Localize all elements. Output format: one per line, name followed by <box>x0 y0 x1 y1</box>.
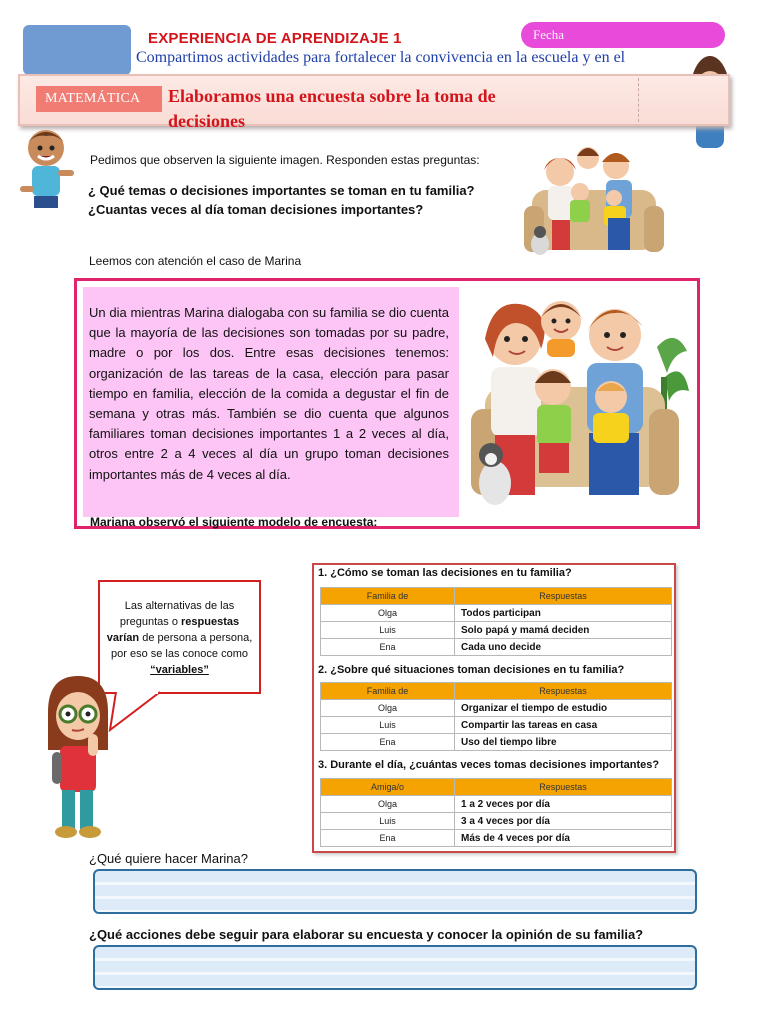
instruction-text: Pedimos que observen la siguiente imagen. Responden estas preguntas: <box>90 153 480 167</box>
survey-table-1 <box>320 587 672 656</box>
header-logo-block <box>23 25 131 75</box>
table-header: Familia de <box>321 588 455 605</box>
experience-subtitle: Compartimos actividades para fortalecer la convivencia en la escuela y en el <box>136 49 626 66</box>
table-header: Respuestas <box>455 683 672 700</box>
family-illustration-large <box>461 287 690 513</box>
survey-table-3 <box>320 778 672 847</box>
experience-title: EXPERIENCIA DE APRENDIZAJE 1 <box>148 30 402 47</box>
table-row: Olga Todos participan <box>321 605 672 622</box>
table-header: Respuestas <box>455 588 672 605</box>
survey-question-3: 3. Durante el día, ¿cuántas veces tomas decisiones importantes? <box>318 759 660 771</box>
table-row: Luis Compartir las tareas en casa <box>321 717 672 734</box>
speech-bubble-tail <box>108 690 168 732</box>
area-tag: MATEMÁTICA <box>36 86 162 112</box>
session-title: Elaboramos una encuesta sobre la toma de decisiones <box>168 86 496 131</box>
question-family-decisions: ¿ Qué temas o decisiones importantes se toman en tu familia? <box>88 183 475 198</box>
table-row: Olga Organizar el tiempo de estudio <box>321 700 672 717</box>
table-row: Ena Uso del tiempo libre <box>321 734 672 751</box>
answer-field-1[interactable] <box>93 869 697 914</box>
table-header: Respuestas <box>455 779 672 796</box>
question-what-marina-wants: ¿Qué quiere hacer Marina? <box>89 851 248 866</box>
table-row: Ena Más de 4 veces por día <box>321 830 672 847</box>
thinking-girl-icon <box>42 672 114 840</box>
table-row: Luis Solo papá y mamá deciden <box>321 622 672 639</box>
survey-table-2 <box>320 682 672 751</box>
read-prompt: Leemos con atención el caso de Marina <box>89 254 302 268</box>
table-header: Familia de <box>321 683 455 700</box>
date-field[interactable]: Fecha <box>521 22 725 48</box>
survey-question-1: 1. ¿Cómo se toman las decisiones en tu familia? <box>318 567 572 579</box>
table-row: Ena Cada uno decide <box>321 639 672 656</box>
case-text: Un dia mientras Marina dialogaba con su familia se dio cuenta que la mayoría de las decisiones son tomadas por su padre, madre o por los dos. Entre esas decisiones tenemos: organización de las tareas de la casa, elección para pasar tiempo en familia, elección de la comida a degustar el fin de semana y otras más. También se dio cuenta que algunos familiares toman decisiones importantes 1 a 2 veces al día, otros entre 2 a 4 veces al día un grupo toman decisiones importantes más de 4 veces al día. <box>89 305 449 482</box>
speech-bubble-text: Las alternativas de las preguntas o respuestas varían de persona a persona, por eso se las conoce como “variables” <box>106 600 253 676</box>
survey-model-caption: Mariana observó el siguiente modelo de encuesta: <box>90 515 378 529</box>
survey-question-2: 2. ¿Sobre qué situaciones toman decisiones en tu familia? <box>318 664 625 676</box>
family-illustration-small <box>522 132 664 264</box>
table-row: Luis 3 a 4 veces por día <box>321 813 672 830</box>
question-survey-steps: ¿Qué acciones debe seguir para elaborar su encuesta y conocer la opinión de su familia? <box>89 927 644 942</box>
table-header: Amiga/o <box>321 779 455 796</box>
pointing-boy-icon <box>20 124 74 208</box>
question-decisions-per-day: ¿Cuantas veces al día toman decisiones importantes? <box>88 202 424 217</box>
answer-field-2[interactable] <box>93 945 697 990</box>
table-row: Olga 1 a 2 veces por día <box>321 796 672 813</box>
